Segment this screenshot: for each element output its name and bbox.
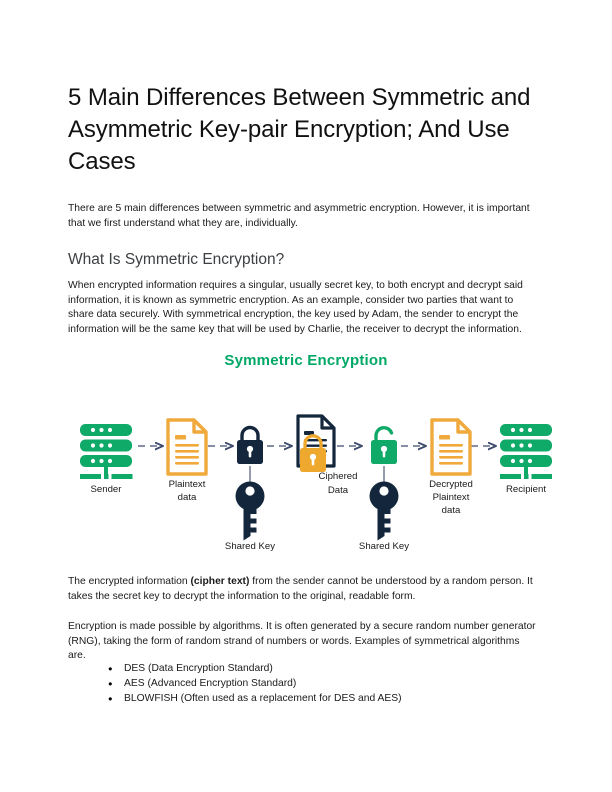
figure-label-ciphered-line2: Data — [327, 485, 349, 496]
document-plaintext-icon — [168, 420, 206, 474]
figure-label-decrypted-line3: data — [441, 505, 461, 516]
server-icon-recipient — [500, 424, 552, 479]
encryption-flow-diagram — [60, 378, 552, 558]
padlock-open-icon — [371, 428, 397, 464]
list-item: ● BLOWFISH (Often used as a replacement for DES and AES) — [108, 691, 580, 706]
figure-label-decrypted-line1: Decrypted — [429, 479, 473, 490]
server-icon-sender — [80, 424, 133, 479]
figure-label-shared-key-left: Shared Key — [224, 541, 276, 552]
body-paragraph: When encrypted information requires a singular, usually secret key, to both encrypt and decrypt said information, it is known as symmetric encryption. As an example, consider two parties that want to share data securely. With symmetrical encryption, the key used by Adam, the sender to encrypt the information will be the same key that will be used by Charlie, the receiver to decrypt the information. — [68, 280, 523, 336]
page-title: 5 Main Differences Between Symmetric and Asymmetric Key-pair Encryption; And Use Cases — [68, 84, 531, 176]
figure-label-ciphered-line1: Ciphered — [318, 471, 358, 482]
section-heading: What Is Symmetric Encryption? — [68, 250, 285, 268]
figure-label-plaintext-line1: Plaintext — [168, 479, 206, 490]
algorithms-paragraph: Encryption is made possible by algorithms. It is often generated by a secure random number generator (RNG), taking the form of random strand of numbers or words. Examples of symmetrical algorithms are. — [68, 621, 536, 662]
figure-label-plaintext-line2: data — [177, 492, 197, 503]
figure-label-recipient: Recipient — [506, 484, 546, 495]
list-item: ● AES (Advanced Encryption Standard) — [108, 676, 580, 691]
figure-label-sender: Sender — [90, 484, 122, 495]
padlock-closed-icon — [237, 428, 263, 465]
figure-label-shared-key-right: Shared Key — [358, 541, 410, 552]
symmetric-encryption-figure — [60, 352, 552, 557]
key-icon-left — [236, 482, 265, 541]
figure-canvas — [60, 378, 552, 558]
cipher-paragraph-before: The encrypted information — [68, 576, 191, 588]
algorithm-list — [68, 661, 580, 707]
figure-title: Symmetric Encryption — [224, 352, 388, 369]
document-ciphered-icon — [298, 416, 334, 472]
cipher-text-paragraph — [68, 575, 540, 604]
list-item: ● DES (Data Encryption Standard) — [108, 661, 580, 676]
cipher-paragraph-after: from the sender cannot be understood by a random person. It takes the secret key to decrypt the information to the original, readable form. — [68, 576, 533, 602]
document-decrypted-icon — [432, 420, 470, 474]
intro-paragraph: There are 5 main differences between symmetric and asymmetric encryption. However, it is important that we first understand what they are, individually. — [68, 203, 530, 229]
cipher-text-bold: (cipher text) — [190, 576, 250, 588]
figure-label-decrypted-line2: Plaintext — [432, 492, 470, 503]
